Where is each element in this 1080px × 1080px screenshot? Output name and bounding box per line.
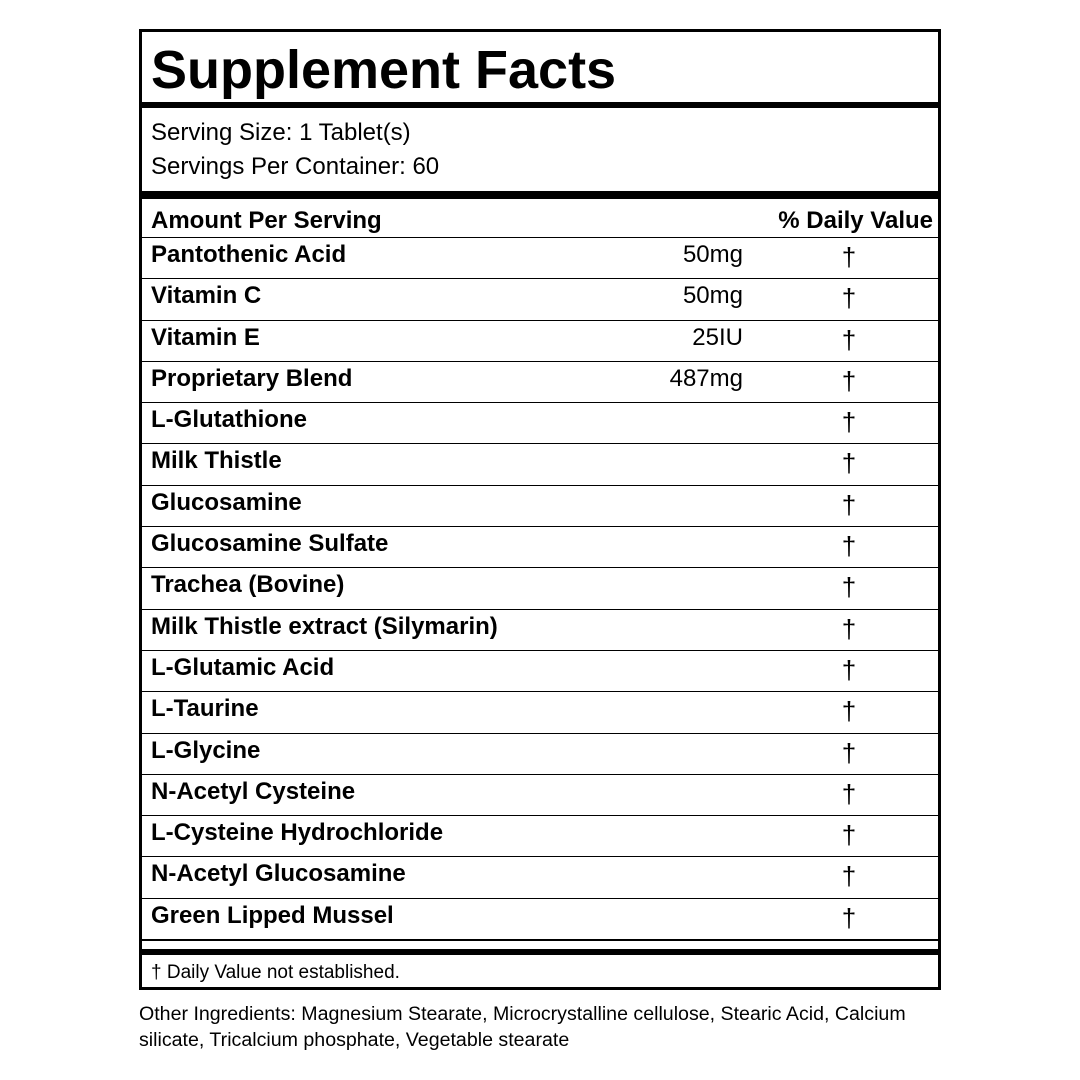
- daily-value-header: % Daily Value: [778, 207, 933, 234]
- supplement-facts-panel: [139, 29, 941, 990]
- ingredient-name: L-Glutathione: [151, 406, 307, 434]
- daily-value-dagger: †: [841, 365, 857, 396]
- ingredient-name: L-Taurine: [151, 695, 259, 723]
- daily-value-footnote: † Daily Value not established.: [151, 962, 400, 983]
- ingredient-name: Trachea (Bovine): [151, 571, 345, 599]
- table-row: [142, 650, 938, 691]
- table-row: [142, 402, 938, 443]
- ingredient-amount: 487mg: [669, 364, 743, 392]
- ingredient-name: Proprietary Blend: [151, 364, 353, 392]
- daily-value-dagger: †: [841, 531, 857, 562]
- daily-value-dagger: †: [841, 613, 857, 644]
- table-row: [142, 361, 938, 402]
- other-ingredients: Other Ingredients: Magnesium Stearate, Microcrystalline cellulose, Stearic Acid, Calcium silicate, Tricalcium phosphate, Vegetable stearate: [139, 1003, 906, 1051]
- daily-value-dagger: †: [841, 737, 857, 768]
- serving-divider: [142, 191, 938, 199]
- table-row: [142, 567, 938, 608]
- ingredient-name: L-Cysteine Hydrochloride: [151, 819, 444, 847]
- daily-value-dagger: †: [841, 448, 857, 479]
- ingredient-name: L-Glycine: [151, 736, 261, 764]
- daily-value-dagger: †: [841, 489, 857, 520]
- table-row: [142, 320, 938, 361]
- table-row: [142, 815, 938, 856]
- title-divider: [142, 102, 938, 108]
- table-row: [142, 774, 938, 815]
- table-row: [142, 443, 938, 484]
- ingredient-amount: 25IU: [692, 323, 743, 351]
- footnote-divider: [142, 949, 938, 955]
- ingredient-name: N-Acetyl Cysteine: [151, 777, 356, 805]
- ingredient-name: L-Glutamic Acid: [151, 653, 335, 681]
- ingredient-name: Pantothenic Acid: [151, 241, 347, 268]
- nutrient-table: [142, 237, 938, 939]
- daily-value-dagger: †: [841, 902, 857, 933]
- table-row: [142, 526, 938, 567]
- ingredient-name: Glucosamine Sulfate: [151, 530, 389, 558]
- daily-value-dagger: †: [841, 820, 857, 851]
- daily-value-dagger: †: [841, 696, 857, 727]
- amount-per-serving-header: Amount Per Serving: [151, 207, 382, 234]
- ingredient-name: Green Lipped Mussel: [151, 901, 394, 929]
- serving-size: Serving Size: 1 Tablet(s): [151, 119, 411, 146]
- ingredient-name: Vitamin E: [151, 323, 260, 351]
- table-row: [142, 856, 938, 897]
- daily-value-dagger: †: [841, 861, 857, 892]
- daily-value-dagger: †: [841, 654, 857, 685]
- ingredient-amount: 50mg: [682, 241, 743, 268]
- daily-value-dagger: †: [841, 778, 857, 809]
- table-row: [142, 691, 938, 732]
- ingredient-amount: 50mg: [682, 282, 743, 310]
- daily-value-dagger: †: [841, 407, 857, 438]
- table-end-rule: [142, 939, 938, 941]
- servings-per-container: Servings Per Container: 60: [151, 153, 440, 180]
- table-row: [142, 733, 938, 774]
- table-row: [142, 237, 938, 278]
- table-row: [142, 609, 938, 650]
- table-row: [142, 898, 938, 939]
- ingredient-name: Glucosamine: [151, 488, 302, 516]
- daily-value-dagger: †: [841, 572, 857, 603]
- ingredient-name: Vitamin C: [151, 282, 262, 310]
- daily-value-dagger: †: [841, 283, 857, 314]
- table-row: [142, 485, 938, 526]
- daily-value-dagger: †: [841, 242, 857, 272]
- panel-title: Supplement Facts: [151, 40, 617, 100]
- ingredient-name: Milk Thistle: [151, 447, 282, 475]
- table-row: [142, 278, 938, 319]
- daily-value-dagger: †: [841, 324, 857, 355]
- ingredient-name: N-Acetyl Glucosamine: [151, 860, 406, 888]
- ingredient-name: Milk Thistle extract (Silymarin): [151, 612, 498, 640]
